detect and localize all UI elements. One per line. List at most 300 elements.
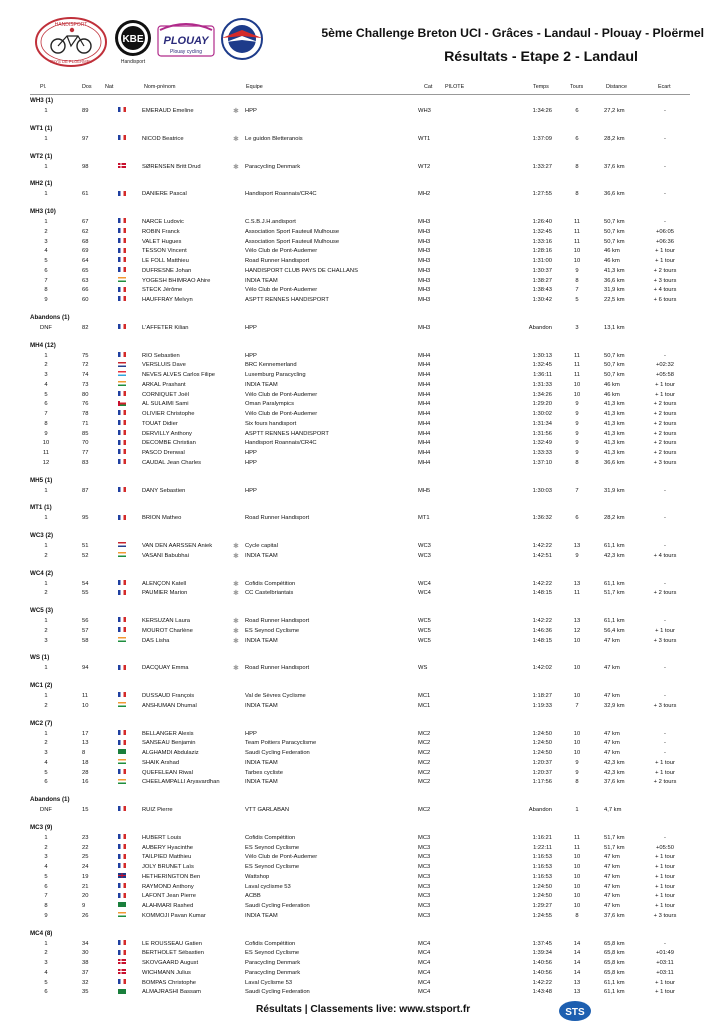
distance-cell: 41,3 km [604,401,625,408]
gap-cell: - [664,191,666,198]
placing-cell: 7 [44,277,48,284]
distance-cell: 65,8 km [604,960,625,966]
category-cell: MH3 [418,324,431,331]
team-cell: INDIA TEAM [245,381,278,388]
time-cell: 1:38:43 [532,287,552,294]
bib-number-cell: 62 [82,228,89,235]
bib-number-cell: 74 [82,372,89,378]
laps-cell: 9 [575,411,579,417]
laps-cell: 13 [573,618,581,624]
flag-fr-icon [118,324,126,329]
team-cell: HPP [245,730,257,737]
team-cell: Association Sport Fauteuil Mulhouse [245,228,340,235]
table-row [0,107,720,116]
category-cell: MH3 [418,248,431,255]
time-cell: 1:16:53 [532,873,552,880]
category-cell: MH4 [418,420,431,427]
bib-number-cell: 16 [82,779,89,786]
placing-cell: 2 [44,228,48,235]
bib-number-cell: 68 [82,238,89,245]
distance-cell: 28,2 km [604,135,625,142]
category-cell: MH5 [418,487,431,494]
time-cell: 1:42:22 [532,543,552,549]
asterisk-icon: ✱ [233,637,239,645]
placing-cell: 3 [44,637,48,644]
table-row [0,769,720,778]
distance-cell: 50,7 km [604,228,625,235]
placing-cell: 1 [44,940,48,947]
table-row [0,247,720,256]
category-cell: MH3 [418,258,431,264]
team-cell: Laval Cyclisme 53 [245,979,293,986]
nationality-flag-icon [118,163,126,172]
placing-cell: 12 [42,459,50,466]
nationality-flag-icon [118,277,126,286]
distance-cell: 50,7 km [604,372,625,378]
flag-fr-icon [118,769,126,774]
placing-cell: 3 [44,372,48,378]
nationality-flag-icon [118,218,126,227]
category-cell: MH4 [418,372,431,378]
category-cell: MH4 [418,381,431,388]
time-cell: 1:42:02 [532,665,552,672]
table-row [0,883,720,892]
rider-name-cell: BOMPAS Christophe [142,979,197,986]
nationality-flag-icon [118,902,126,911]
team-cell: Road Runner Handisport [245,618,310,624]
rider-name-cell: KERSUZAN Laura [142,618,191,624]
team-cell: ES Seynod Cyclisme [245,864,300,870]
rider-name-cell: NEVES ALVES Carlos Filipe [142,372,216,378]
rider-name-cell: ALAHMARI Rashed [142,903,194,909]
rider-name-cell: STECK Jérôme [142,287,183,294]
flag-fr-icon [118,257,126,262]
rider-name-cell: BRION Matheo [142,515,182,522]
table-row [0,739,720,748]
bib-number-cell: 25 [82,854,89,861]
distance-cell: 47 km [604,903,620,909]
gap-cell: + 1 tour [655,381,675,388]
category-cell: MC4 [418,950,431,957]
team-cell: Cofidis Compétition [245,834,296,841]
gap-cell: + 1 tour [655,873,675,880]
bib-number-cell: 34 [82,940,89,947]
rider-name-cell: QUEFELEAN Riwal [142,769,193,776]
distance-cell: 51,7 km [604,590,625,597]
nationality-flag-icon [118,190,126,199]
laps-cell: 11 [573,362,581,369]
category-cell: MC4 [418,979,431,986]
nationality-flag-icon [118,257,126,266]
flag-in-icon [118,277,126,282]
gap-cell: - [664,940,666,947]
nationality-flag-icon [118,542,126,551]
placing-cell: 3 [44,750,48,756]
placing-cell: 1 [44,580,48,587]
category-cell: WC4 [418,580,431,587]
table-row [0,439,720,448]
table-row [0,430,720,439]
bib-number-cell: 56 [82,618,89,624]
flag-fr-icon [118,940,126,945]
col-team: Equipe [246,84,263,90]
gap-cell: - [664,740,666,747]
distance-cell: 31,9 km [604,487,625,494]
placing-cell: 1 [44,834,48,841]
time-cell: 1:24:50 [532,893,552,900]
distance-cell: 37,6 km [604,163,625,170]
category-heading: WC5 (3) [30,607,54,614]
nationality-flag-icon [118,410,126,419]
laps-cell: 10 [573,740,581,747]
rider-name-cell: JOLY BRUNET Laïs [142,864,194,870]
time-cell: 1:20:37 [532,759,552,766]
placing-cell: 2 [44,362,48,369]
flag-fr-icon [118,730,126,735]
gap-cell: +03:11 [656,969,674,976]
flag-fr-icon [118,459,126,464]
bib-number-cell: 9 [82,903,86,909]
category-cell: MC3 [418,844,431,851]
footer-text[interactable]: Résultats | Classements live: www.stsport.fr [256,1004,471,1015]
table-row [0,664,720,673]
flag-fr-icon [118,580,126,585]
laps-cell: 8 [575,163,579,170]
flag-fr-icon [118,692,126,697]
nationality-flag-icon [118,979,126,988]
table-row [0,552,720,561]
category-cell: MC3 [418,912,431,919]
rider-name-cell: RAYMOND Anthony [142,883,194,890]
flag-fr-icon [118,617,126,622]
team-cell: Handisport Roannais/CR4C [245,440,317,447]
distance-cell: 42,3 km [604,769,625,776]
gap-cell: +06:36 [656,238,674,245]
team-cell: HPP [245,324,257,331]
rider-name-cell: ALENÇON Katell [142,580,187,587]
gap-cell: - [664,515,666,522]
gap-cell: +02:32 [656,362,674,369]
table-row [0,692,720,701]
time-cell: 1:16:21 [532,834,552,841]
time-cell: 1:27:55 [532,191,552,198]
time-cell: 1:46:36 [532,627,552,634]
category-cell: MC2 [418,750,431,756]
gap-cell: +05:50 [656,844,674,851]
team-cell: INDIA TEAM [245,702,278,709]
bib-number-cell: 52 [82,552,89,559]
laps-cell: 13 [573,580,581,587]
flag-dk-icon [118,163,126,168]
team-cell: ES Seynod Cyclisme [245,844,300,851]
rider-name-cell: NICOD Beatrice [142,135,184,142]
table-row [0,912,720,921]
placing-cell: 1 [44,515,48,522]
time-cell: 1:38:27 [532,277,552,284]
laps-cell: 9 [575,769,579,776]
category-heading: WT1 (1) [30,124,53,132]
rider-name-cell: CAUDAL Jean Charles [142,459,202,466]
placing-cell: 8 [44,420,48,427]
category-heading: MC2 (7) [30,719,53,727]
nationality-flag-icon [118,844,126,853]
team-cell: INDIA TEAM [245,779,278,786]
time-cell: 1:36:11 [533,372,552,378]
bib-number-cell: 22 [82,844,89,851]
table-row [0,730,720,739]
time-cell: 1:18:27 [532,693,552,699]
placing-cell: 7 [44,893,48,900]
table-row [0,218,720,227]
distance-cell: 41,3 km [604,440,625,447]
nationality-flag-icon [118,286,126,295]
bib-number-cell: 76 [82,401,89,408]
distance-cell: 61,1 km [604,989,625,996]
laps-cell: 11 [573,844,581,851]
time-cell: 1:28:16 [532,248,552,255]
gap-cell: + 1 tour [655,769,675,776]
placing-cell: 1 [44,730,48,737]
category-cell: MH4 [418,440,431,447]
bib-number-cell: 97 [82,135,89,142]
flag-dk-icon [118,969,126,974]
rider-name-cell: LAFONT Jean Pierre [142,893,197,900]
rider-name-cell: PAUMIER Marion [142,590,188,597]
rider-name-cell: VALET Hugues [142,238,182,245]
category-cell: MH3 [418,238,431,245]
table-row [0,352,720,361]
rider-name-cell: WICHMANN Julius [142,969,191,976]
nationality-flag-icon [118,778,126,787]
distance-cell: 46 km [604,248,620,255]
flag-nl-icon [118,542,126,547]
placing-cell: 4 [44,381,48,388]
bib-number-cell: 37 [82,969,89,976]
flag-fr-icon [118,740,126,745]
placing-cell: 1 [44,219,48,225]
distance-cell: 28,2 km [604,515,625,522]
category-cell: WC3 [418,543,431,549]
flag-om-icon [118,401,126,406]
flag-gb-icon [118,873,126,878]
team-cell: HPP [245,450,257,456]
table-row [0,286,720,295]
asterisk-icon: ✱ [233,627,239,635]
category-cell: MH4 [418,411,431,417]
distance-cell: 61,1 km [604,543,625,549]
distance-cell: 41,3 km [604,411,625,417]
team-cell: Paracycling Denmark [245,969,301,976]
placing-cell: 5 [44,769,48,776]
distance-cell: 50,7 km [604,352,625,359]
flag-fr-icon [118,440,126,445]
distance-cell: 36,6 km [604,459,625,466]
flag-fr-icon [118,883,126,888]
rider-name-cell: AL SULAIMI Sami [142,401,189,408]
time-cell: Abandon [528,324,552,331]
team-cell: Paracycling Denmark [245,163,301,170]
time-cell: 1:30:13 [532,352,552,359]
gap-cell: +05:58 [656,372,674,378]
col-pilote: PILOTE [445,84,465,90]
table-row [0,449,720,458]
nationality-flag-icon [118,135,126,144]
category-heading: Abandons (1) [30,313,70,321]
category-cell: MC4 [418,940,431,947]
nationality-flag-icon [118,324,126,333]
nationality-flag-icon [118,912,126,921]
category-cell: MH4 [418,401,431,408]
flag-fr-icon [118,107,126,112]
time-cell: 1:42:22 [532,618,552,624]
placing-cell: 1 [44,108,48,114]
rider-name-cell: RIO Sebastien [142,352,180,359]
rider-name-cell: ROBIN Franck [142,228,180,235]
distance-cell: 61,1 km [604,618,625,624]
distance-cell: 47 km [604,873,620,880]
asterisk-icon: ✱ [233,543,239,550]
bib-number-cell: 72 [82,362,89,369]
gap-cell: + 3 tours [653,459,677,466]
team-cell: VTT GARLABAN [245,807,290,813]
laps-cell: 10 [573,248,581,255]
gap-cell: - [664,487,666,494]
flag-fr-icon [118,228,126,233]
table-row [0,969,720,978]
category-cell: MH4 [418,450,431,456]
placing-cell: 4 [44,864,48,870]
distance-cell: 36,6 km [604,277,625,284]
bib-number-cell: 82 [82,324,89,331]
placing-cell: 2 [44,702,48,709]
flag-in-icon [118,702,126,707]
laps-cell: 5 [575,297,579,303]
rider-name-cell: TESSON Vincent [142,248,187,255]
category-cell: MC2 [418,759,431,766]
category-cell: MH2 [418,191,431,198]
team-cell: ASPTT RENNES HANDISPORT [245,297,329,303]
category-cell: MC4 [418,960,431,966]
table-row [0,627,720,636]
time-cell: 1:22:11 [533,844,552,851]
placing-cell: 1 [44,191,48,198]
gap-cell: + 3 tours [653,277,677,284]
bib-number-cell: 95 [82,515,89,522]
laps-cell: 8 [575,912,579,919]
winged-wheel-logo [218,16,266,62]
bib-number-cell: 80 [82,391,89,398]
laps-cell: 9 [575,430,579,437]
distance-cell: 47 km [604,665,620,672]
table-row [0,863,720,872]
nationality-flag-icon [118,627,126,636]
category-cell: MH3 [418,277,431,284]
rider-name-cell: RUIZ Pierre [142,807,173,813]
team-cell: Road Runner Handisport [245,515,310,522]
time-cell: 1:48:15 [532,590,552,597]
gap-cell: + 1 tour [655,989,675,996]
team-cell: Cofidis Compétition [245,580,296,587]
table-row [0,873,720,882]
table-row [0,267,720,276]
team-cell: Le guidon Bletteranois [245,135,303,142]
rider-name-cell: SANSEAU Benjamin [142,740,196,747]
placing-cell: 9 [44,297,48,303]
placing-cell: 6 [44,989,48,996]
distance-cell: 47 km [604,893,620,900]
table-row [0,371,720,380]
laps-cell: 10 [573,391,581,398]
laps-cell: 6 [575,108,579,114]
time-cell: 1:42:22 [532,580,552,587]
rider-name-cell: TOUAT Didier [142,420,178,427]
laps-cell: 8 [575,277,579,284]
flag-lu-icon [118,371,126,376]
gap-cell: - [664,352,666,359]
laps-cell: 8 [575,779,579,786]
nationality-flag-icon [118,589,126,598]
team-cell: HPP [245,459,257,466]
gap-cell: - [664,108,666,114]
distance-cell: 47 km [604,637,620,644]
laps-cell: 13 [573,979,581,986]
placing-cell: 2 [44,627,48,634]
bib-number-cell: 11 [82,693,89,699]
category-cell: MH3 [418,219,431,225]
gap-cell: - [664,665,666,672]
laps-cell: 10 [573,381,581,388]
rider-name-cell: DUFRESNE Johan [142,267,192,274]
table-row [0,806,720,815]
flag-fr-icon [118,590,126,595]
category-cell: MH4 [418,430,431,437]
team-cell: Val de Sèvres Cyclisme [245,693,306,699]
table-row [0,459,720,468]
time-cell: 1:37:45 [532,940,552,947]
flag-fr-icon [118,627,126,632]
distance-cell: 47 km [604,750,620,756]
time-cell: 1:30:42 [532,297,552,303]
laps-cell: 11 [573,590,581,597]
distance-cell: 50,7 km [604,238,625,245]
team-cell: Vélo Club de Pont-Audemer [245,287,318,294]
gap-cell: + 2 tours [653,420,677,427]
category-heading: WT2 (1) [30,152,53,160]
placing-cell: 5 [44,258,48,264]
flag-fr-icon [118,267,126,272]
gap-cell: +01:49 [656,950,674,957]
gap-cell: - [664,730,666,737]
bib-number-cell: 26 [82,912,89,919]
gap-cell: + 4 tours [653,552,677,559]
flag-fr-icon [118,191,126,196]
placing-cell: 6 [44,267,48,274]
laps-cell: 3 [575,324,579,331]
rider-name-cell: TAILPIED Matthieu [142,854,192,861]
nationality-flag-icon [118,459,126,468]
table-row [0,589,720,598]
plouay-sub-text: Plouay cycling [170,49,202,55]
gap-cell: +03:11 [656,960,674,966]
time-cell: 1:24:55 [532,912,552,919]
time-cell: 1:24:50 [532,730,552,737]
gap-cell: - [664,219,666,225]
table-row [0,238,720,247]
laps-cell: 11 [573,219,581,225]
asterisk-icon: ✱ [233,590,239,598]
category-heading: MC3 (9) [30,823,53,831]
laps-cell: 10 [573,665,581,672]
